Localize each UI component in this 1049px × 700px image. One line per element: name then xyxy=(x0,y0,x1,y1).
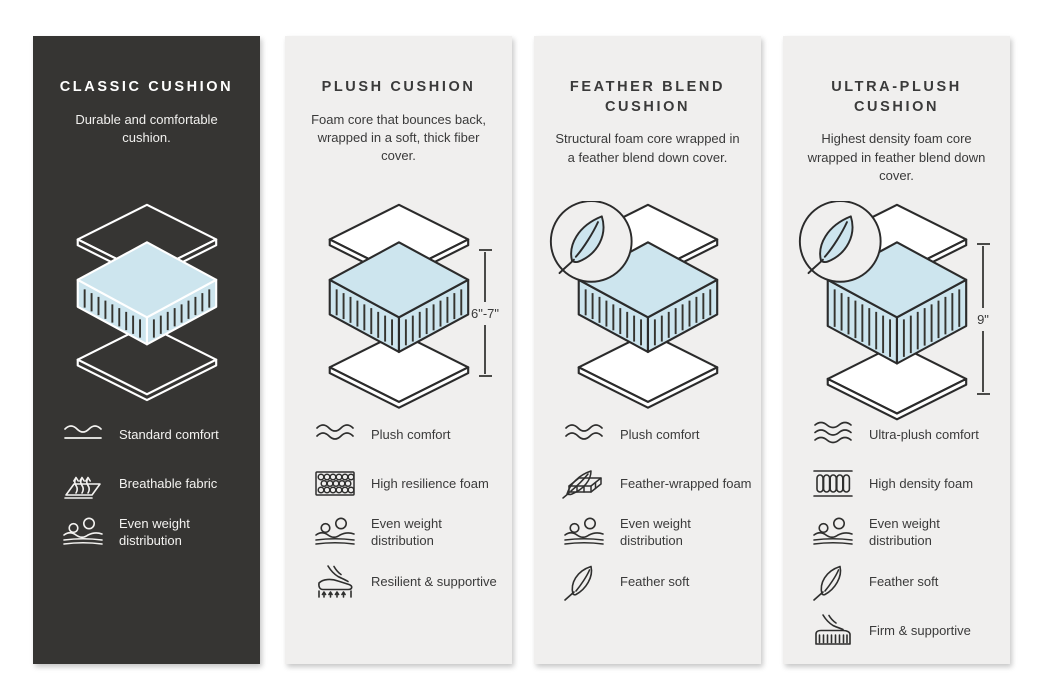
feature-item xyxy=(59,416,252,454)
cushion-illustration xyxy=(33,201,260,433)
panel-description: Structural foam core wrapped in a feather blend down cover. xyxy=(555,131,740,165)
feature-label: Breathable fabric xyxy=(119,475,218,491)
feature-item xyxy=(809,416,1002,454)
feature-label: Standard comfort xyxy=(119,426,219,442)
cushion-illustration xyxy=(285,201,512,433)
feature-item xyxy=(809,612,1002,650)
thickness-label: 9" xyxy=(977,311,989,327)
wave-single-icon xyxy=(59,416,107,454)
cushion-illustration xyxy=(534,201,761,433)
breathable-icon xyxy=(59,465,107,503)
feature-label: Ultra-plush comfort xyxy=(869,426,979,442)
panel-title: ULTRA-PLUSH CUSHION xyxy=(831,79,962,115)
cushion-illustration xyxy=(783,201,1010,433)
feature-label: Even weight distribution xyxy=(371,516,442,548)
measure-line xyxy=(484,252,486,302)
feature-item xyxy=(809,563,1002,601)
wave-double-icon xyxy=(560,416,608,454)
even-weight-icon xyxy=(809,514,857,552)
panel-title: FEATHER BLEND CUSHION xyxy=(569,79,726,115)
feather-foam-icon xyxy=(560,465,608,503)
feature-item xyxy=(59,514,252,552)
feature-item xyxy=(560,465,753,503)
measure-line xyxy=(484,325,486,375)
panel-description: Foam core that bounces back, wrapped in a soft, thick fiber cover. xyxy=(311,111,486,164)
panel-title: CLASSIC CUSHION xyxy=(59,79,234,95)
feature-label: Feather-wrapped foam xyxy=(620,475,752,491)
feature-label: Resilient & supportive xyxy=(371,573,497,589)
feature-item xyxy=(560,514,753,552)
measure-cap xyxy=(479,375,492,377)
feather-icon xyxy=(560,563,608,601)
panel-ultra-plush-cushion xyxy=(783,36,1010,664)
measure-cap xyxy=(479,249,492,251)
measure-cap xyxy=(977,243,990,245)
feature-label: Plush comfort xyxy=(620,426,700,442)
resilient-supportive-icon xyxy=(311,563,359,601)
feature-label: High resilience foam xyxy=(371,475,489,491)
even-weight-icon xyxy=(311,514,359,552)
feature-label: Even weight distribution xyxy=(869,516,940,548)
feature-item xyxy=(311,465,504,503)
wave-double-icon xyxy=(311,416,359,454)
measure-cap xyxy=(977,393,990,395)
feature-item xyxy=(560,416,753,454)
panel-classic-cushion xyxy=(33,36,260,664)
panel-description: Highest density foam core wrapped in feather blend down cover. xyxy=(807,131,986,184)
thickness-measure xyxy=(463,249,507,377)
feature-item xyxy=(311,563,504,601)
even-weight-icon xyxy=(560,514,608,552)
even-weight-icon xyxy=(59,514,107,552)
thickness-label: 6"-7" xyxy=(470,305,500,321)
feature-label: Feather soft xyxy=(869,573,939,589)
feature-item xyxy=(560,563,753,601)
feather-icon xyxy=(809,563,857,601)
feature-item xyxy=(311,514,504,552)
panel-description: Durable and comfortable cushion. xyxy=(75,111,218,146)
feature-label: Feather soft xyxy=(620,573,690,589)
feature-list xyxy=(59,416,252,563)
feature-item xyxy=(59,465,252,503)
feature-label: High density foam xyxy=(869,475,974,491)
firm-supportive-icon xyxy=(809,612,857,650)
measure-line xyxy=(982,246,984,308)
thickness-measure xyxy=(961,243,1005,395)
feature-label: Even weight distribution xyxy=(620,516,691,548)
high-density-foam-icon xyxy=(809,465,857,503)
wave-triple-icon xyxy=(809,416,857,454)
feature-list xyxy=(809,416,1002,661)
layered-cushion-diagram xyxy=(46,201,248,426)
foam-cells-icon xyxy=(311,465,359,503)
feature-item xyxy=(311,416,504,454)
feature-list xyxy=(560,416,753,612)
panel-title: PLUSH CUSHION xyxy=(321,79,476,95)
panel-plush-cushion xyxy=(285,36,512,664)
layered-cushion-diagram-with-feather-badge xyxy=(547,201,749,426)
feature-label: Even weight distribution xyxy=(119,516,190,548)
measure-line xyxy=(982,331,984,393)
feature-item xyxy=(809,465,1002,503)
panel-feather-blend-cushion xyxy=(534,36,761,664)
feature-label: Firm & supportive xyxy=(869,622,971,638)
feature-list xyxy=(311,416,504,612)
feature-item xyxy=(809,514,1002,552)
feature-label: Plush comfort xyxy=(371,426,451,442)
